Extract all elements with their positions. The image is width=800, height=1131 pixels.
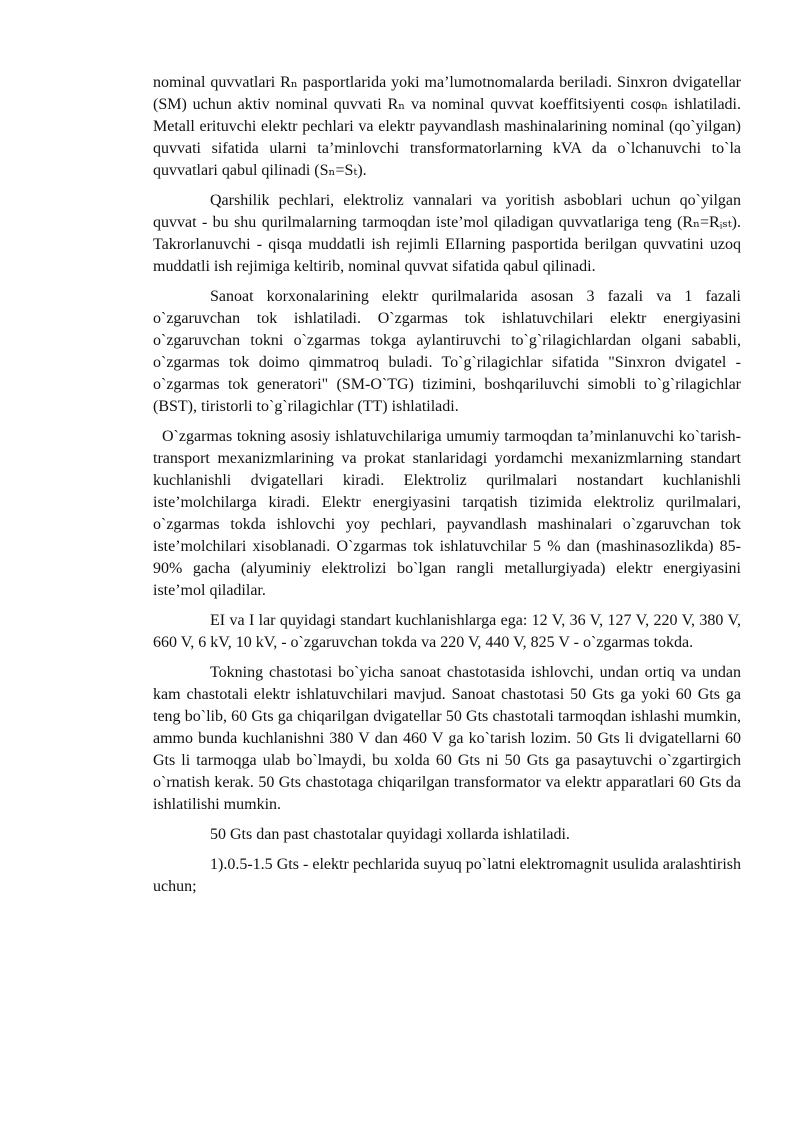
paragraph-resistance-furnaces: Qarshilik pechlari, elektroliz vannalari va yoritish asboblari uchun qo`yilgan quvvat - bu shu qurilmalarning tarmoqdan iste’mol qiladigan quvvatlariga teng (Rₙ=Rᵢₛₜ). Takrorlanuvchi - qisqa muddatli ish rejimli EIlarning pasportida berilgan quvvatini uzoq muddatli ish rejimiga keltirib, nominal quvvat sifatida qabul qilinadi. (153, 192, 741, 275)
paragraph-list-item-1: 1).0.5-1.5 Gts - elektr pechlarida suyuq po`latni elektromagnit usulida aralashtirish uchun; (153, 856, 741, 895)
paragraph-low-frequency: 50 Gts dan past chastotalar quyidagi xollarda ishlatiladi. (210, 826, 570, 843)
document-page (153, 72, 741, 906)
paragraph-current-types: Sanoat korxonalarining elektr qurilmalarida asosan 3 fazali va 1 fazali o`zgaruvchan tok ishlatiladi. O`zgarmas tok ishlatuvchilari elektr energiyasini o`zgaruvchan tokni o`zgarmas tokga aylantiruvchi to`g`rilagichlardan olgani sababli, o`zgarmas tok doimo qimmatroq buladi. To`g`rilagichlar sifatida "Sinxron dvigatel - o`zgarmas tok generatori" (SM-O`TG) tizimini, boshqariluvchi simobli to`g`rilagichlar (BST), tiristorli to`g`rilagichlar (TT) ishlatiladi. (153, 288, 741, 415)
paragraph-dc-consumers: O`zgarmas tokning asosiy ishlatuvchilariga umumiy tarmoqdan ta’minlanuvchi ko`tarish-transport mexanizmlarining va prokat stanlaridagi yordamchi mexanizmlarning standart kuchlanishli dvigatellari kiradi. Elektroliz qurilmalari nostandart kuchlanishli iste’molchilarga kiradi. Elektr energiyasini tarqatish tizimida elektroliz qurilmalari, o`zgarmas tokda ishlovchi yoy pechlari, payvandlash mashinalari o`zgaruvchan tok iste’molchilari xisoblanadi. O`zgarmas tok ishlatuvchilar 5 % dan (mashinasozlikda) 85-90% gacha (alyuminiy elektrolizi bo`lgan rangli metallurgiyada) elektr energiyasini iste’mol qiladilar. (153, 428, 741, 599)
paragraph-standard-voltages: EI va I lar quyidagi standart kuchlanishlarga ega: 12 V, 36 V, 127 V, 220 V, 380 V, 660 V, 6 kV, 10 kV, - o`zgaruvchan tokda va 220 V, 440 V, 825 V - o`zgarmas tokda. (153, 612, 741, 651)
paragraph-nominal-power: nominal quvvatlari Rₙ pasportlarida yoki ma’lumotnomalarda beriladi. Sinxron dvigatellar (SM) uchun aktiv nominal quvvati Rₙ va nominal quvvat koeffitsiyenti cosφₙ ishlatiladi. Metall erituvchi elektr pechlari va elektr payvandlash mashinalarining nominal (qo`yilgan) quvvati sifatida ularni ta’minlovchi transformatorlarning kVA da o`lchanuvchi to`la quvvatlari qabul qilinadi (Sₙ=Sₜ). (153, 74, 741, 179)
paragraph-frequency: Tokning chastotasi bo`yicha sanoat chastotasida ishlovchi, undan ortiq va undan kam chastotali elektr ishlatuvchilari mavjud. Sanoat chastotasi 50 Gts ga yoki 60 Gts ga teng bo`lib, 60 Gts ga chiqarilgan dvigatellar 50 Gts chastotali tarmoqdan ishlashi mumkin, ammo bunda kuchlanishni 380 V dan 460 V ga ko`tarish lozim. 50 Gts li dvigatellarni 60 Gts li tarmoqga ulab bo`lmaydi, bu xolda 60 Gts ni 50 Gts ga pasaytuvchi o`zgartirgich o`rnatish kerak. 50 Gts chastotaga chiqarilgan transformator va elektr apparatlari 60 Gts da ishlatilishi mumkin. (153, 664, 741, 813)
